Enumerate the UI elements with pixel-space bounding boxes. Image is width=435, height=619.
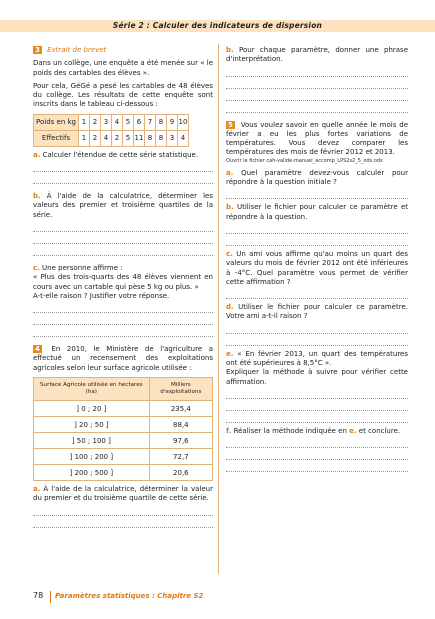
file-instruction: Ouvrir le fichier cah-valide-manuel_accomp_LPS2s2_5_ods.ods [226,157,383,164]
surface-range: ] 100 ; 200 ] [34,449,150,465]
exercise-number-badge: 4 [35,345,40,354]
question-letter: b. [226,203,234,212]
answer-line[interactable] [33,220,213,232]
answer-line[interactable] [226,411,408,423]
answer-line[interactable] [226,436,408,448]
weight-cell: 4 [112,114,123,130]
answer-line[interactable] [226,101,408,113]
column-divider [218,44,219,574]
right-column [226,46,408,472]
question-text: « En février 2013, un quart des températures ont été supérieures à 8,5°C ». [226,349,409,368]
answer-line[interactable] [33,516,213,528]
weights-row [34,114,189,130]
answer-line[interactable] [226,334,408,346]
answer-line[interactable] [226,460,408,472]
page-footer [33,591,413,603]
surface-range: ] 50 ; 100 ] [34,433,150,449]
question-letter: a. [226,168,234,177]
question-text: Pour chaque paramètre, donner une phrase d'interprétation. [226,46,408,64]
exercise-5-question-f [226,427,408,436]
question-text-post: et conclure. [356,426,401,435]
farms-value: 235,4 [149,401,212,417]
exercise-3-intro-1: Dans un collège, une enquête a été menée sur « le poids des cartables des élèves ». [33,59,213,77]
surface-range: ] 200 ; 500 ] [34,465,150,481]
surface-range: ] 20 ; 50 ] [34,417,150,433]
weight-cell: 3 [101,114,112,130]
question-letter: b. [226,46,234,54]
weight-cell: 5 [123,114,134,130]
answer-line[interactable] [226,322,408,334]
answer-line[interactable] [226,399,408,411]
count-cell: 3 [167,130,178,146]
answer-line[interactable] [33,301,213,313]
exercise-4-question-a [33,485,213,504]
exercise-5-question-e [226,350,408,369]
question-text: Un ami vous affirme qu'au moins un quart des valeurs du mois de février 2012 ont été inférieures à -4°C. Quel paramètre vous permet de vérifier cette affirmation ? [226,249,408,286]
answer-line[interactable] [226,77,408,89]
surface-column-header: Surface Agricole utilisée en hectares (ha) [34,378,150,401]
answer-line[interactable] [33,504,213,516]
footer-divider [50,591,51,603]
count-cell: 4 [178,130,189,146]
answer-line[interactable] [226,65,408,77]
exercise-number-badge: 5 [228,120,233,129]
question-text: Utiliser le fichier pour calculer ce paramètre. Votre ami a-t-il raison ? [226,303,408,321]
weight-cell: 9 [167,114,178,130]
question-letter: c. [226,249,233,258]
exercise-5-intro [226,121,408,158]
question-text: À l'aide de la calculatrice, déterminer la valeur du premier et du troisième quartile de cette série. [33,485,213,503]
count-cell: 8 [156,130,167,146]
table-row [34,465,213,481]
farms-value: 88,4 [149,417,212,433]
answer-line[interactable] [226,234,408,246]
exercise-4-intro-text: En 2010, le Ministère de l'agriculture a effectué un recensement des exploitations agricoles selon leur surface agricole utilisée : [33,345,213,372]
answer-line[interactable] [33,232,213,244]
farms-value: 72,7 [149,449,212,465]
weight-cell: 1 [79,114,90,130]
count-cell: 11 [134,130,145,146]
weights-table [33,114,189,147]
answer-line[interactable] [226,187,408,199]
exercise-5-intro-text: Vous voulez savoir en quelle année le mois de février a eu les plus fortes variations de températures. Vous devez comparer les températures des mois de février 2012 et 2013. [226,120,408,157]
table-row [34,401,213,417]
exercise-3-question-c-prompt: A-t-elle raison ? Justifier votre réponse. [33,291,170,300]
count-cell: 1 [79,130,90,146]
weight-cell: 10 [178,114,189,130]
farms-value: 20,6 [149,465,212,481]
answer-line[interactable] [226,222,408,234]
counts-row-label: Effectifs [34,130,79,146]
answer-line[interactable] [226,448,408,460]
question-text: À l'aide de la calculatrice, déterminer les valeurs des premier et troisième quartiles de la série. [33,192,213,219]
table-row [34,449,213,465]
weight-cell: 8 [156,114,167,130]
question-text: Une personne affirme : [42,263,123,272]
question-text: Utiliser le fichier pour calculer ce paramètre et répondre à la question. [226,203,408,221]
weight-cell: 7 [145,114,156,130]
chapter-title: Paramètres statistiques : Chapitre S2 [55,592,204,600]
counts-row [34,130,189,146]
count-cell: 4 [101,130,112,146]
table-row [34,417,213,433]
question-reference: e. [349,426,357,435]
surface-range: ] 0 ; 20 ] [34,401,150,417]
exercise-3-question-a [33,151,213,160]
answer-line[interactable] [33,325,213,337]
answer-line[interactable] [33,244,213,256]
answer-line[interactable] [226,89,408,101]
exercise-5-question-e-prompt: Expliquer la méthode à suivre pour vérifier cette affirmation. [226,368,408,386]
exercise-4-intro [33,345,213,373]
exercise-3-question-c [33,264,213,273]
question-letter: f. [226,426,232,435]
answer-line[interactable] [226,287,408,299]
question-text: Calculer l'étendue de cette série statistique. [42,150,199,159]
surface-table [33,377,213,481]
exercise-number-badge: 3 [35,46,40,54]
weight-cell: 2 [90,114,101,130]
exercise-3-question-b [33,192,213,220]
page-number: 78 [33,591,44,600]
question-letter: c. [33,263,40,272]
exercise-3-heading [33,46,213,55]
left-column [33,46,213,528]
question-letter: b. [33,192,41,201]
surface-table-header [34,378,213,401]
weights-row-label: Poids en kg [34,114,79,130]
answer-line[interactable] [33,313,213,325]
count-cell: 8 [145,130,156,146]
answer-line[interactable] [33,160,213,172]
count-cell: 2 [90,130,101,146]
farms-column-header: Milliers d'exploitations [149,378,212,401]
question-text: Quel paramètre devez-vous calculer pour répondre à la question initiale ? [226,168,408,187]
exercise-5-question-d [226,303,408,322]
question-letter: a. [33,485,41,494]
question-letter: e. [226,349,234,358]
page-header-title: Série 2 : Calculer des indicateurs de dispersion [112,21,323,30]
table-row [34,433,213,449]
answer-line[interactable] [33,172,213,184]
weight-cell: 6 [134,114,145,130]
exercise-4-question-b [226,46,408,65]
exercise-3-intro-2: Pour cela, GéGé a pesé les cartables de 48 élèves du collège. Les résultats de cette enquête sont inscrits dans le tableau ci-dessous : [33,81,213,109]
exercise-3-quote: « Plus des trois-quarts des 48 élèves viennent en cours avec un cartable qui pèse 5 kg ou plus. » [33,273,213,291]
exercise-5-question-b [226,203,408,222]
question-text-pre: Réaliser la méthode indiquée en [233,426,350,435]
answer-line[interactable] [226,387,408,399]
exercise-5-question-a [226,169,408,188]
exercise-5-question-c [226,250,408,287]
question-letter: a. [33,150,41,159]
exercise-title: Extrait de brevet [47,46,107,54]
count-cell: 2 [112,130,123,146]
farms-value: 97,6 [149,433,212,449]
count-cell: 5 [123,130,134,146]
question-letter: d. [226,303,234,312]
